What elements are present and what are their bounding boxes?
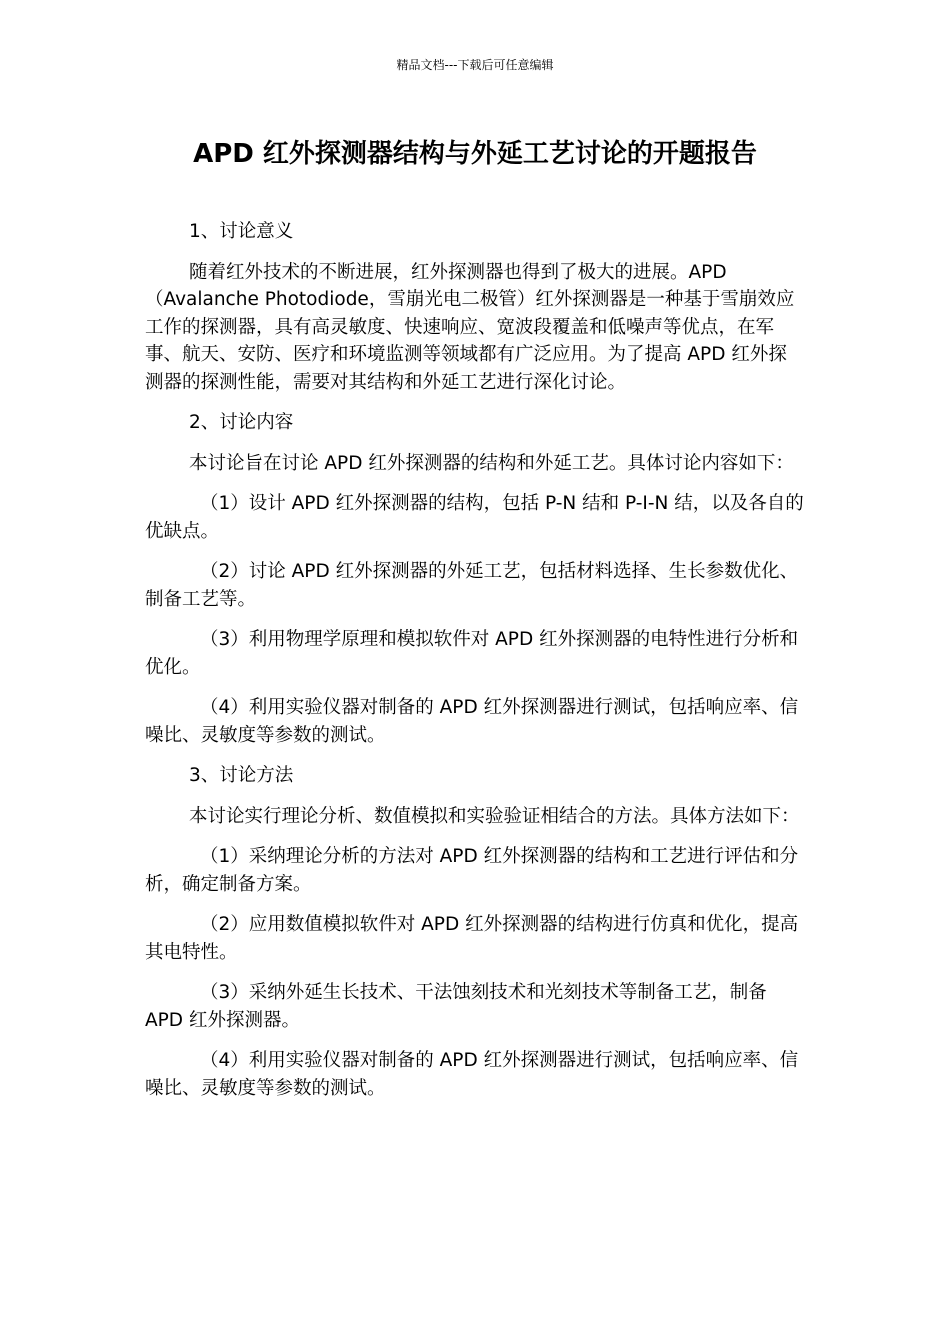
list-item: （2）应用数值模拟软件对 APD 红外探测器的结构进行仿真和优化，提高其电特性。 xyxy=(145,914,799,963)
document-body xyxy=(145,218,805,1115)
list-item: （1）设计 APD 红外探测器的结构，包括 P-N 结和 P-I-N 结，以及各自的优缺点。 xyxy=(145,493,804,542)
section-heading-method: 3、讨论方法 xyxy=(189,765,294,786)
page-header: 精品文档---下载后可任意编辑 xyxy=(396,58,554,72)
section-heading-content: 2、讨论内容 xyxy=(189,412,294,433)
section-paragraph: 随着红外技术的不断进展，红外探测器也得到了极大的进展。APD（Avalanche Photodiode，雪崩光电二极管）红外探测器是一种基于雪崩效应工作的探测器，具有高灵敏度、快速响应、宽波段覆盖和低噪声等优点，在军事、航天、安防、医疗和环境监测等领域都有广泛应用。为了提高 APD 红外探测器的探测性能，需要对其结构和外延工艺进行深化讨论。 xyxy=(145,261,795,393)
list-item: （2）讨论 APD 红外探测器的外延工艺，包括材料选择、生长参数优化、制备工艺等。 xyxy=(145,561,799,610)
list-item: （1）采纳理论分析的方法对 APD 红外探测器的结构和工艺进行评估和分析，确定制备方案。 xyxy=(145,846,799,895)
document-title: APD 红外探测器结构与外延工艺讨论的开题报告 xyxy=(193,139,757,169)
list-item: （3）采纳外延生长技术、干法蚀刻技术和光刻技术等制备工艺，制备 APD 红外探测器。 xyxy=(145,982,767,1031)
section-paragraph: 本讨论旨在讨论 APD 红外探测器的结构和外延工艺。具体讨论内容如下： xyxy=(189,452,794,474)
list-item: （4）利用实验仪器对制备的 APD 红外探测器进行测试，包括响应率、信噪比、灵敏度等参数的测试。 xyxy=(145,1050,799,1099)
section-paragraph: 本讨论实行理论分析、数值模拟和实验验证相结合的方法。具体方法如下： xyxy=(189,805,800,827)
list-item: （3）利用物理学原理和模拟软件对 APD 红外探测器的电特性进行分析和优化。 xyxy=(145,629,799,678)
list-item: （4）利用实验仪器对制备的 APD 红外探测器进行测试，包括响应率、信噪比、灵敏度等参数的测试。 xyxy=(145,697,799,746)
section-heading-significance: 1、讨论意义 xyxy=(189,221,294,242)
